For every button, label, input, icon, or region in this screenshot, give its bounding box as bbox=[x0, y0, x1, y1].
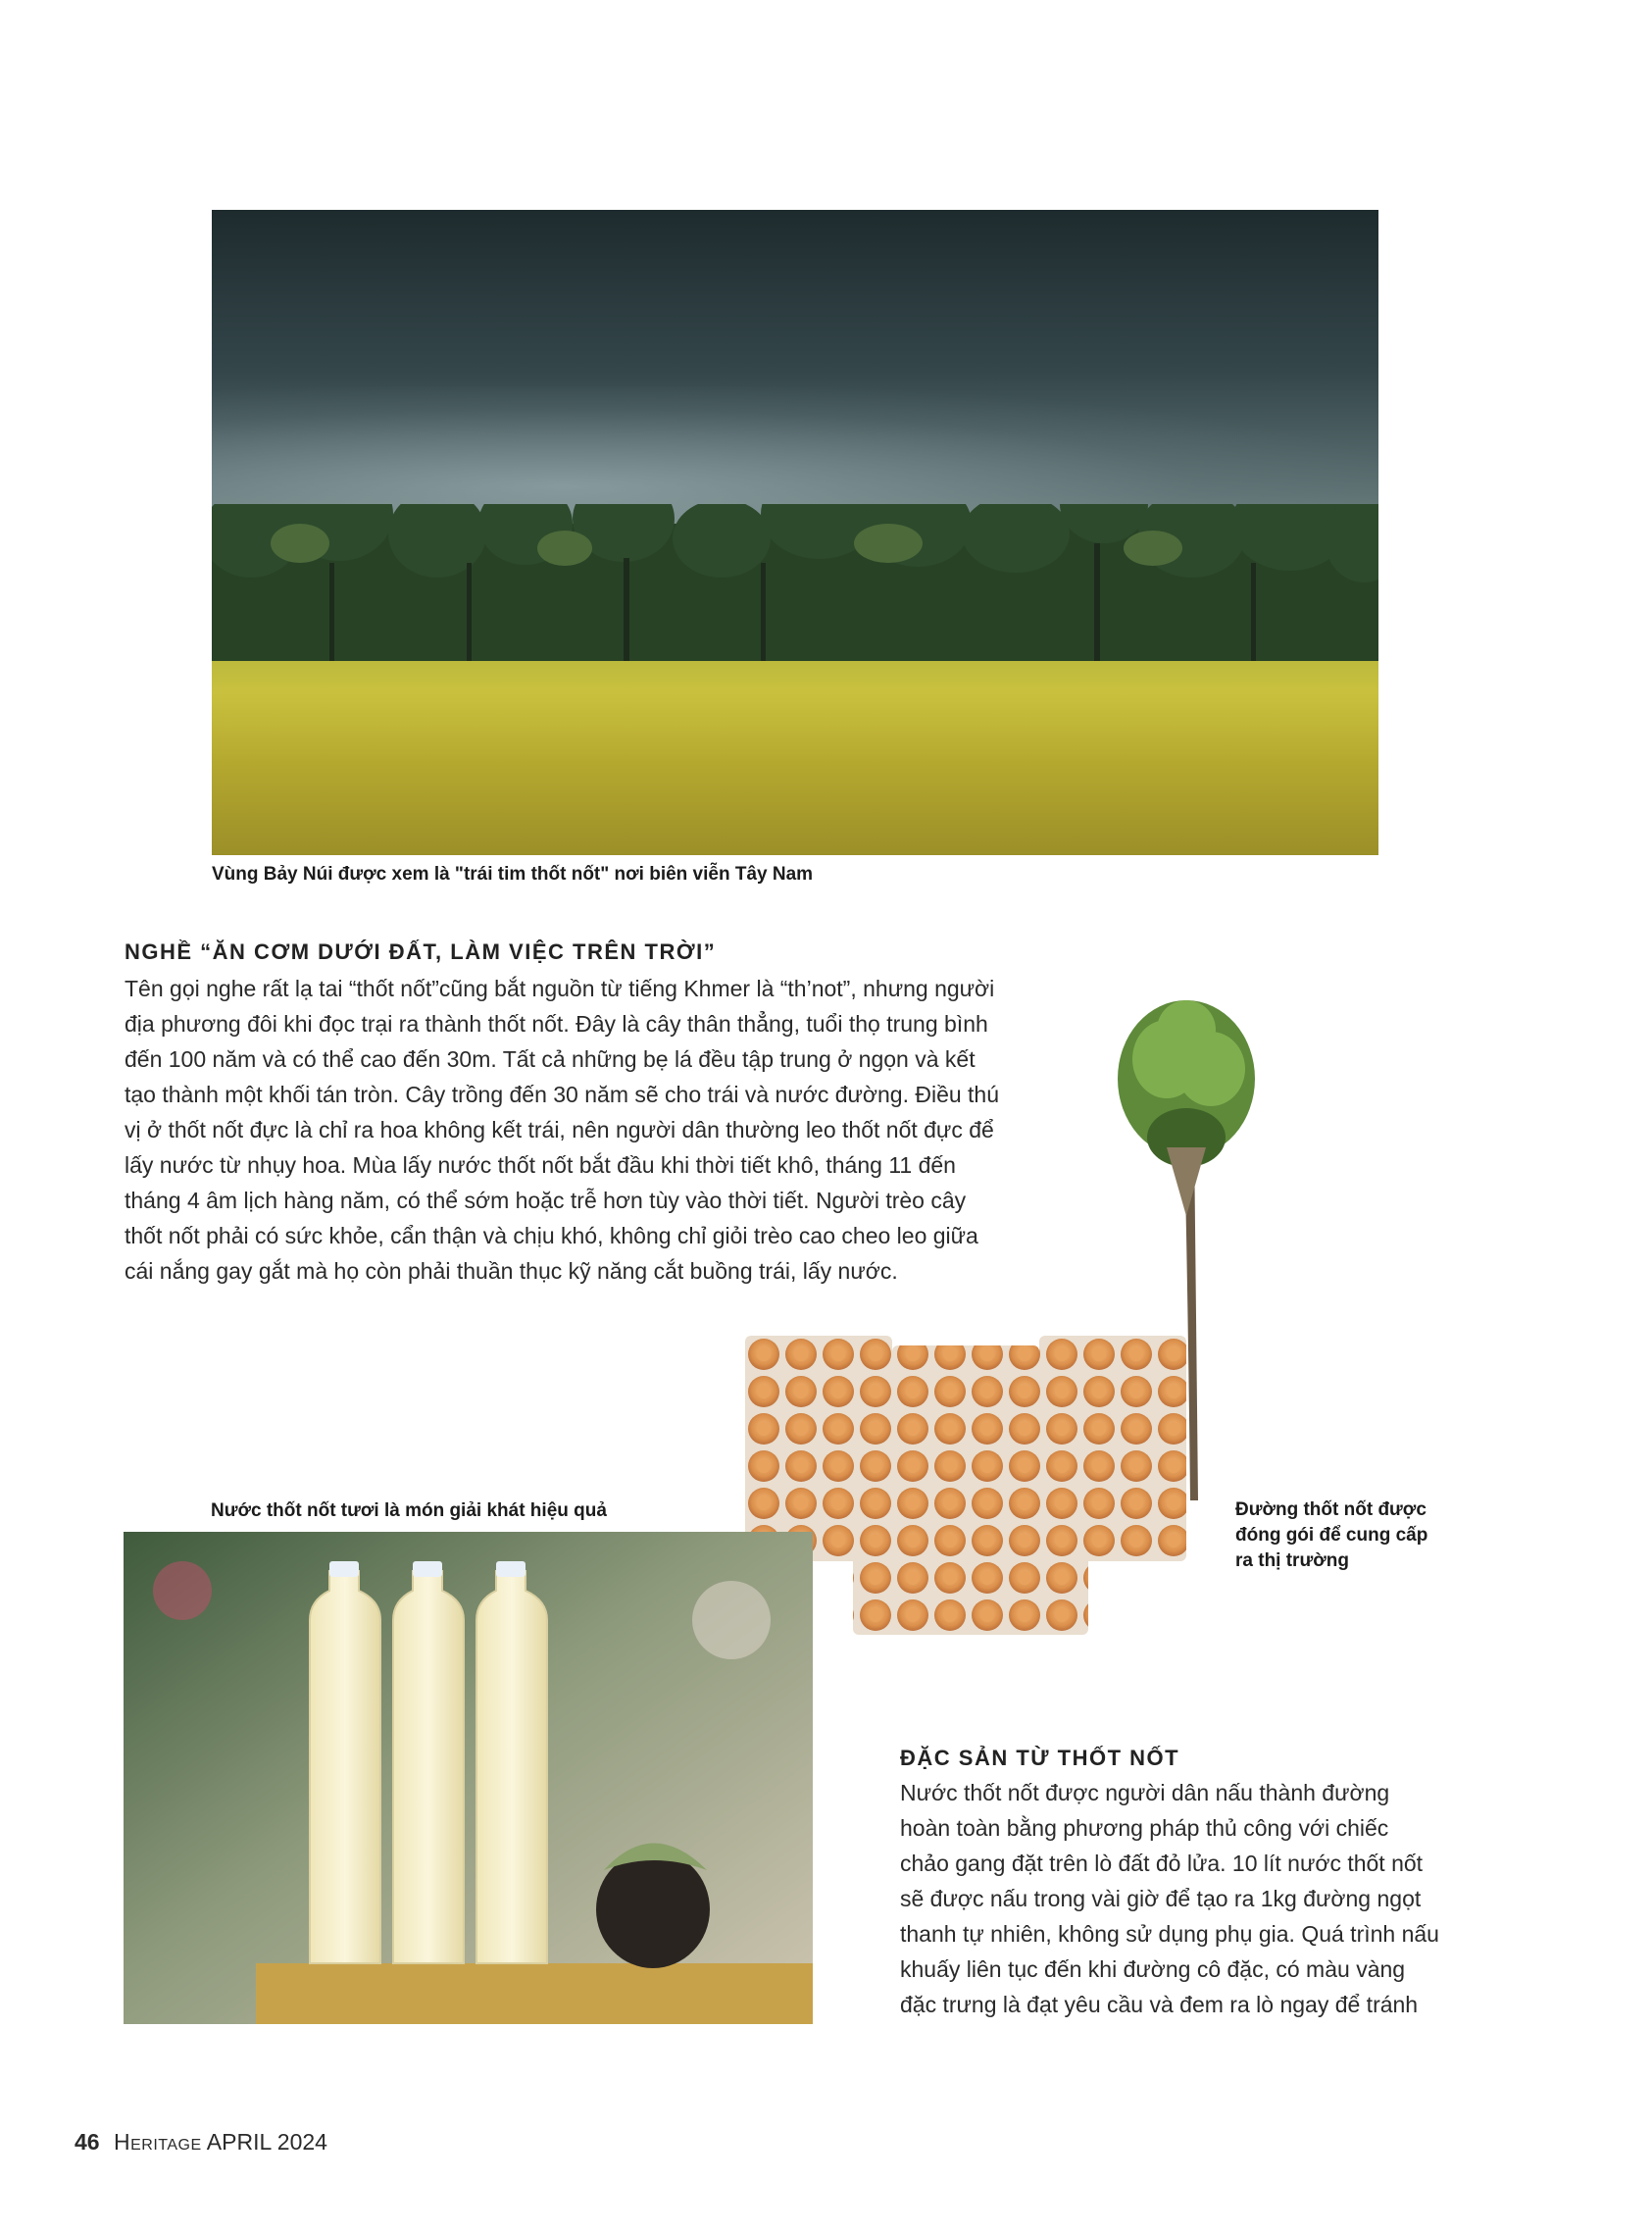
caption-line: đóng gói để cung cấp bbox=[1235, 1525, 1428, 1546]
body-line: đến 100 năm và có thể cao đến 30m. Tất cả những bẹ lá đều tập trung ở ngọn và kết bbox=[125, 1046, 976, 1072]
body-line: Nước thốt nốt được người dân nấu thành đường bbox=[900, 1780, 1390, 1805]
bottles-caption: Nước thốt nốt tươi là món giải khát hiệu quả bbox=[211, 1500, 607, 1521]
body-line: cái nắng gay gắt mà họ còn phải thuần thục kỹ năng cắt buồng trái, lấy nước. bbox=[125, 1258, 898, 1284]
magazine-name: Heritage bbox=[113, 2129, 202, 2155]
body-line: đặc trưng là đạt yêu cầu và đem ra lò ngay để tránh bbox=[900, 1992, 1419, 2017]
body-line: tạo thành một khối tán tròn. Cây trồng đến 30 năm sẽ cho trái và nước đường. Điều thú bbox=[125, 1082, 1000, 1107]
sugar-caption bbox=[1235, 1497, 1427, 1574]
body-line: thanh tự nhiên, không sử dụng phụ gia. Quá trình nấu bbox=[900, 1921, 1439, 1947]
hero-photo bbox=[212, 210, 1378, 855]
section-heading: NGHỀ “ĂN CƠM DƯỚI ĐẤT, LÀM VIỆC TRÊN TRỜI” bbox=[125, 939, 717, 964]
body-line: thốt nốt phải có sức khỏe, cẩn thận và chịu khó, không chỉ giỏi trèo cao cheo leo giữa bbox=[125, 1223, 978, 1248]
body-line: chảo gang đặt trên lò đất đỏ lửa. 10 lít nước thốt nốt bbox=[900, 1851, 1424, 1876]
hero-caption: Vùng Bảy Núi được xem là "trái tim thốt nốt" nơi biên viễn Tây Nam bbox=[212, 864, 814, 885]
body-line: địa phương đôi khi đọc trại ra thành thốt nốt. Đây là cây thân thẳng, tuổi thọ trung bình bbox=[125, 1011, 988, 1037]
palm-juice-bottles-image bbox=[124, 1532, 813, 2024]
page-footer bbox=[75, 2129, 327, 2156]
issue-date: APRIL 2024 bbox=[206, 2129, 327, 2155]
body-line: khuấy liên tục đến khi đường cô đặc, có màu vàng bbox=[900, 1956, 1406, 1982]
caption-line: Đường thốt nốt được bbox=[1235, 1499, 1427, 1520]
section-body-2 bbox=[900, 1775, 1467, 2022]
body-line: hoàn toàn bằng phương pháp thủ công với chiếc bbox=[900, 1815, 1389, 1841]
section-body bbox=[125, 971, 1048, 1289]
page-number: 46 bbox=[75, 2129, 100, 2155]
body-line: tháng 4 âm lịch hàng năm, có thể sớm hoặc trễ hơn tùy vào thời tiết. Người trèo cây bbox=[125, 1188, 967, 1213]
section-heading-2: ĐẶC SẢN TỪ THỐT NỐT bbox=[900, 1746, 1180, 1770]
body-line: vị ở thốt nốt đực là chỉ ra hoa không kết trái, nên người dân thường leo thốt nốt đực để bbox=[125, 1117, 994, 1142]
caption-line: ra thị trường bbox=[1235, 1550, 1349, 1571]
body-line: sẽ được nấu trong vài giờ để tạo ra 1kg đường ngọt bbox=[900, 1886, 1422, 1911]
palm-treeline bbox=[212, 504, 1378, 671]
body-line: lấy nước từ nhụy hoa. Mùa lấy nước thốt nốt bắt đầu khi thời tiết khô, tháng 11 đến bbox=[125, 1152, 956, 1178]
body-line: Tên gọi nghe rất lạ tai “thốt nốt”cũng bắt nguồn từ tiếng Khmer là “th’not”, nhưng người bbox=[125, 976, 995, 1001]
